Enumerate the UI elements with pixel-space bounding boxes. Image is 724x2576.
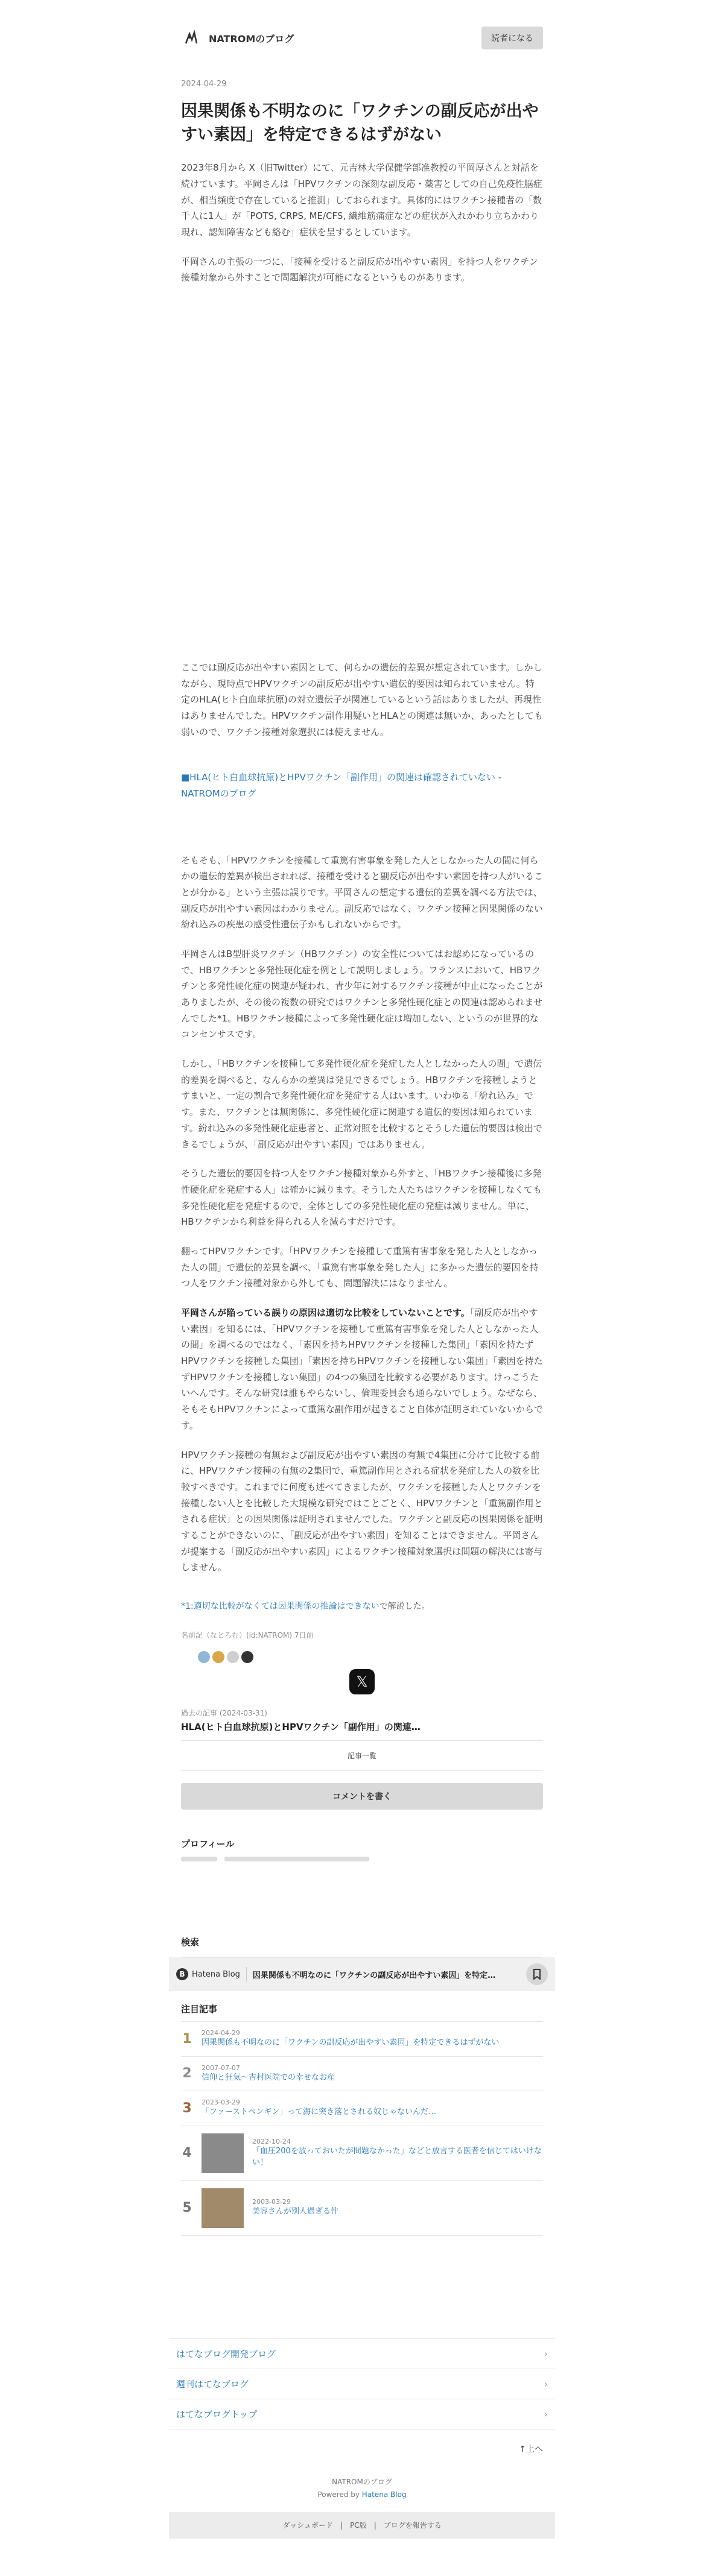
footer-link-weekly[interactable] (169, 2369, 555, 2399)
share-row (181, 1669, 543, 1694)
chevron-right-icon: › (544, 2347, 548, 2360)
blog-title[interactable]: NATROMのブログ (209, 33, 294, 45)
reaction-icon (227, 1651, 239, 1663)
popular-link[interactable]: 「ファーストペンギン」って海に突き落とされる奴じゃないんだ… (202, 2107, 436, 2117)
reaction-icon (241, 1651, 253, 1663)
entry-list-link[interactable]: 記事一覧 (181, 1741, 543, 1771)
popular-date: 2003-03-29 (252, 2198, 291, 2206)
bottom-nav (169, 2512, 555, 2539)
popular-link[interactable]: 「血圧200を放っておいたが問題なかった」などと放言する医者を信じてはいけない！ (252, 2146, 542, 2168)
popular-date: 2024-04-29 (202, 2029, 240, 2038)
popular-text (252, 2138, 543, 2169)
embedded-post-area (181, 286, 543, 660)
footer-link-dev-blog[interactable] (169, 2338, 555, 2369)
strong-text: 平岡さんが陥っている誤りの原因は適切な比較をしていないことです。 (181, 1307, 470, 1319)
site-header (181, 0, 543, 60)
site-footer (181, 2477, 543, 2499)
popular-thumbnail[interactable] (202, 2188, 244, 2228)
paragraph: そうした遺伝的要因を持つ人をワクチン接種対象から外すと、「HBワクチン接種後に多発性硬化症を発症する人」は確かに減ります。そうした人たちはワクチンを接種しなくても多発性硬化症を発症するので、全体としての多発性硬化症の発症は減りません。単に、HBワクチンから利益を得られる人を減らすだけです。 (181, 1168, 542, 1228)
popular-rank: 1 (182, 2031, 192, 2047)
hatena-logo-icon: B (176, 1968, 188, 1980)
previous-entry[interactable] (181, 1708, 543, 1741)
nav-divider: | (373, 2521, 376, 2530)
powered-prefix: Powered by (317, 2490, 362, 2499)
dashboard-link[interactable]: ダッシュボード (282, 2521, 334, 2530)
divider (246, 1967, 247, 1981)
popular-heading: 注目記事 (181, 2004, 218, 2015)
bookmark-icon[interactable] (526, 1963, 548, 1985)
write-comment-button[interactable]: コメントを書く (181, 1783, 543, 1810)
paragraph-text: 「副反応が出やすい素因」を知るには、「HPVワクチンを接種して重篤有害事象を発した人としなかった人の間」を調べるのではなく、「素因を持ちHPVワクチンを接種した集団」「素因を持たずHPVワクチンを接種した集団」「素因を持ちHPVワクチンを接種しない集団」「素因を持たずHPVワクチンを接種しない集団」の4つの集団を比較する必要があります。けっこうたいへんです。そんな研究は誰もやらないし、倫理委員会も通らないでしょう。なぜなら、そもそもHPVワクチンによって重篤な副作用が起きること自体が証明されていないからです。 (181, 1307, 543, 1431)
paragraph: そもそも、「HPVワクチンを接種して重篤有害事象を発した人としなかった人の間に何らかの遺伝的差異が検出されれば、接種を受けると副反応が出やすい素因を持つ人がいることが分かる」という主張は誤りです。平岡さんの想定する遺伝的差異を調べる方法では、副反応が出やすい素因はわかりません。副反応ではなく、ワクチン接種と因果関係のない紛れ込みの疾患の感受性遺伝子かもしれないからです。 (181, 854, 544, 930)
paragraph: 2023年8月から X（旧Twitter）にて、元吉林大学保健学部准教授の平岡厚さんと対話を続けています。平岡さんは「HPVワクチンの深刻な副反応・薬害としての自己免疫性脳症が、相当頻度で存在していると推測」しておられます。具体的にはワクチン接種者の「数千人に1人」が「POTS, CRPS, ME/CFS, 繊維筋痛症などの症状が入れかわり立ちかわり現れ、認知障害なども絡む」症状を呈するとしています。 (181, 162, 542, 238)
popular-link[interactable]: 美容さんが別人過ぎる件 (252, 2207, 339, 2217)
popular-list (181, 2021, 543, 2236)
popular-item[interactable] (181, 2181, 543, 2236)
footer-links (169, 2338, 555, 2429)
profile-heading: プロフィール (181, 1839, 235, 1850)
hatena-sticky-bar (169, 1957, 555, 1991)
popular-item[interactable] (181, 2091, 543, 2126)
sticky-entry-title[interactable]: 因果関係も不明なのに「ワクチンの副反応が出やすい素因」を特定… (252, 1971, 496, 1980)
x-share-icon[interactable]: 𝕏 (349, 1669, 375, 1694)
hatena-logo-text: Hatena Blog (192, 1969, 240, 1979)
footnote: *1:適切な比較がなくては因果関係の推論はできないで解説した。 (181, 1602, 430, 1612)
popular-text (252, 2198, 543, 2218)
paragraph: 平岡さんの主張の一つに、「接種を受けると副反応が出やすい素因」を持つ人をワクチン接種対象から外すことで問題解決が可能になるというものがあります。 (181, 256, 538, 283)
chevron-right-icon: › (544, 2408, 548, 2420)
entry-title: 因果関係も不明なのに「ワクチンの副反応が出やすい素因」を特定できるはずがない (181, 102, 539, 145)
entry-date: 2024-04-29 (181, 80, 227, 89)
popular-date: 2023-03-29 (202, 2098, 240, 2107)
popular-item[interactable] (181, 2057, 543, 2092)
paragraph: 翻ってHPVワクチンです。「HPVワクチンを接種して重篤有害事象を発した人としなかった人の間」で遺伝的差異を調べ、「重篤有害事象を発した人」に多かった遺伝的要因を持つ人をワクチン接種対象から外しても、問題解決にはなりません。 (181, 1245, 539, 1289)
previous-entry-label: 過去の記事 (2024-03-31) (181, 1709, 267, 1718)
paragraph (181, 1305, 543, 1434)
footer-blog-name[interactable]: NATROMのブログ (332, 2477, 392, 2486)
popular-date: 2007-07-07 (202, 2063, 240, 2072)
popular-item[interactable] (181, 2126, 543, 2181)
reaction-icon (198, 1651, 210, 1663)
paragraph: ここでは副反応が出やすい素因として、何らかの遺伝的差異が想定されています。しかしながら、現時点でHPVワクチンの副反応が出やすい遺伝的要因は知られていません。特定のHLA(ヒト白血球抗原)の対立遺伝子が関連しているという話はありましたが、再現性はありませんでした。HPVワクチン副作用疑いとHLAとの関連は無いか、あったとしても弱いので、ワクチン接種対象選択には使えません。 (181, 662, 543, 737)
star-reactions[interactable] (181, 1651, 543, 1663)
entry-body (181, 160, 543, 1576)
popular-item[interactable] (181, 2022, 543, 2057)
nav-divider: | (340, 2521, 343, 2530)
profile-name-bar (224, 1857, 369, 1861)
footnote-suffix: で解説した。 (379, 1602, 430, 1612)
blog-logo-icon (181, 28, 202, 48)
back-to-top-link[interactable]: ↑上へ (519, 2444, 543, 2454)
blog-card-anchor[interactable]: ■HLA(ヒト白血球抗原)とHPVワクチン「副作用」の関連は確認されていない - NATROMのブログ (181, 771, 502, 799)
report-blog-link[interactable]: ブログを報告する (383, 2521, 442, 2530)
blog-card-link[interactable] (181, 769, 543, 802)
popular-text (202, 2098, 543, 2118)
paragraph: HPVワクチン接種の有無および副反応が出やすい素因の有無で4集団に分けて比較する前に、HPVワクチン接種の有無の2集団で、重篤副作用とされる症状を発症した人の数を比較すべきです。これまでに何度も述べてきましたが、ワクチンを接種した人とワクチンを接種しない人とを比較した大規模な研究ではことごとく、HPVワクチンと「重篤副作用とされる症状」との因果関係は証明されませんでした。ワクチンと副反応の因果関係を証明することができないのに、「副反応が出やすい素因」を知ることはできません。平岡さんが提案する「副反応が出やすい素因」によるワクチン接種対象選択は問題の解決には寄与しません。 (181, 1449, 543, 1573)
popular-rank: 5 (182, 2200, 192, 2216)
profile-avatar (181, 1857, 217, 1861)
footer-link-label[interactable]: はてなブログトップ (176, 2408, 258, 2420)
footer-link-label[interactable]: 週刊はてなブログ (176, 2378, 249, 2390)
footnote-number[interactable]: *1 (181, 1602, 191, 1612)
popular-text (202, 2029, 543, 2049)
spacer (181, 802, 543, 853)
profile-row (181, 1855, 543, 1863)
popular-thumbnail[interactable] (202, 2133, 244, 2173)
footer-link-label[interactable]: はてなブログ開発ブログ (176, 2348, 276, 2360)
footnote-link[interactable]: 適切な比較がなくては因果関係の推論はできない (193, 1602, 379, 1612)
hatena-blog-logo[interactable] (176, 1968, 240, 1980)
popular-date: 2022-10-24 (252, 2137, 291, 2145)
popular-rank: 2 (182, 2066, 192, 2082)
chevron-right-icon: › (544, 2378, 548, 2390)
blog-brand[interactable] (181, 28, 294, 48)
search-heading: 検索 (181, 1937, 200, 1948)
pc-version-link[interactable]: PC版 (350, 2521, 367, 2530)
popular-text (202, 2064, 543, 2084)
reaction-icon (212, 1651, 224, 1663)
paragraph: 平岡さんはB型肝炎ワクチン（HBワクチン）の安全性についてはお認めになっているので、HBワクチンと多発性硬化症を例として説明しましょう。フランスにおいて、HBワクチンと多発性硬化症の関連が疑われ、青少年に対するワクチン接種が中止になったことがありましたが、その後の複数の研究ではワクチンと多発性硬化症との関連は認められませんでした*1。HBワクチン接種によって多発性硬化症は増加しない、というのが世界的なコンセンサスです。 (181, 948, 543, 1040)
paragraph: しかし、「HBワクチンを接種して多発性硬化症を発症した人としなかった人の間」で遺伝的差異を調べると、なんらかの差異は発見できるでしょう。HBワクチンを接種しようとすまいと、一定の割合で多発性硬化症を発症する人はいます。いわゆる「紛れ込み」です。また、ワクチンとは無関係に、多発性硬化症に関連する遺伝的要因は知られています。紛れ込みの多発性硬化症患者と、正常対照を比較するとそうした遺伝的要因は検出できるでしょうが、「副反応が出やすい素因」ではありません。 (181, 1058, 542, 1150)
powered-by (181, 2490, 543, 2499)
powered-link[interactable]: Hatena Blog (361, 2490, 407, 2499)
popular-rank: 4 (182, 2145, 192, 2161)
popular-link[interactable]: 信仰と狂気～吉村医院での幸せなお産 (202, 2072, 335, 2082)
subscribe-button[interactable]: 読者になる (481, 27, 543, 49)
author-meta: 名前記（なとろむ）(id:NATROM) 7日前 (181, 1631, 314, 1640)
popular-rank: 3 (182, 2100, 192, 2116)
previous-entry-title[interactable]: HLA(ヒト白血球抗原)とHPVワクチン「副作用」の関連… (181, 1722, 421, 1733)
popular-link[interactable]: 因果関係も不明なのに「ワクチンの副反応が出やすい素因」を特定できるはずがない (202, 2038, 500, 2048)
footer-link-top[interactable] (169, 2399, 555, 2429)
